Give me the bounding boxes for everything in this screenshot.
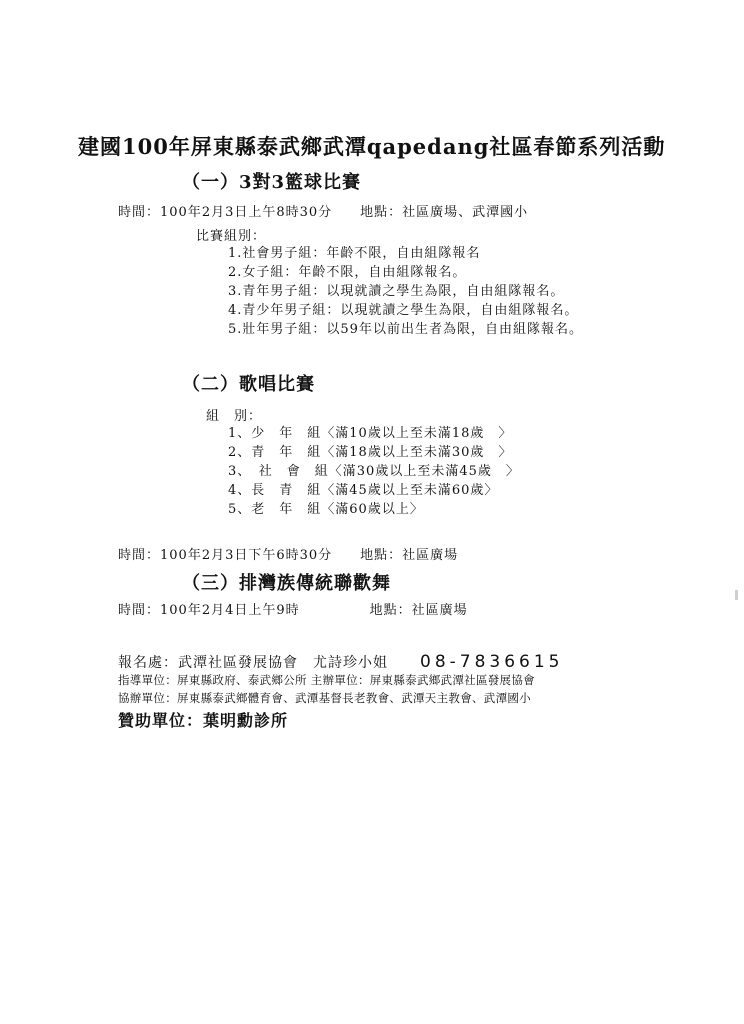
list-item: 3.青年男子組：以現就讀之學生為限，自由組隊報名。 bbox=[228, 284, 565, 299]
section3-time-place: 時間：100年2月4日上午9時 地點：社區廣場 bbox=[118, 603, 468, 618]
scan-mark bbox=[735, 590, 738, 600]
list-item: 1、少 年 組〈滿10歲以上至未滿18歲 〉 bbox=[228, 426, 513, 441]
list-item: 2、青 年 組〈滿18歲以上至未滿30歲 〉 bbox=[228, 445, 513, 460]
section2-time-place: 時間：100年2月3日下午6時30分 地點：社區廣場 bbox=[118, 548, 459, 563]
registration-line bbox=[118, 652, 563, 672]
section2-group-list bbox=[228, 424, 520, 519]
sponsor-line: 贊助單位：葉明勳診所 bbox=[118, 711, 289, 730]
list-item: 5.壯年男子組：以59年以前出生者為限，自由組隊報名。 bbox=[228, 322, 583, 337]
registration-phone: 08-7836615 bbox=[420, 652, 564, 672]
section1-heading: （一）3對3籃球比賽 bbox=[182, 172, 362, 193]
guidance-line: 指導單位：屏東縣政府、泰武鄉公所 主辦單位：屏東縣泰武鄉武潭社區發展協會 bbox=[118, 673, 535, 687]
section1-group-list bbox=[228, 244, 583, 339]
registration-text: 報名處：武潭社區發展協會 尤詩珍小姐 bbox=[118, 655, 388, 671]
section1-groups-label: 比賽組別： bbox=[196, 229, 267, 244]
section1-time-place: 時間：100年2月3日上午8時30分 地點：社區廣場、武潭國小 bbox=[118, 205, 529, 220]
co-organizers-line: 協辦單位：屏東縣泰武鄉體育會、武潭基督長老教會、武潭天主教會、武潭國小 bbox=[118, 691, 531, 705]
list-item: 5、老 年 組〈滿60歲以上〉 bbox=[228, 502, 424, 517]
section3-heading: （三）排灣族傳統聯歡舞 bbox=[182, 573, 391, 594]
list-item: 3、 社 會 組〈滿30歲以上至未滿45歲 〉 bbox=[228, 464, 520, 479]
section2-heading: （二）歌唱比賽 bbox=[182, 374, 315, 395]
flyer-title: 建國100年屏東縣泰武鄉武潭qapedang社區春節系列活動 bbox=[78, 134, 666, 159]
list-item: 4、長 青 組〈滿45歲以上至未滿60歲〉 bbox=[228, 483, 499, 498]
section2-groups-label: 組 別： bbox=[206, 409, 263, 424]
list-item: 2.女子組：年齡不限，自由組隊報名。 bbox=[228, 265, 467, 280]
list-item: 4.青少年男子組：以現就讀之學生為限，自由組隊報名。 bbox=[228, 303, 579, 318]
list-item: 1.社會男子組：年齡不限，自由組隊報名 bbox=[228, 246, 481, 261]
